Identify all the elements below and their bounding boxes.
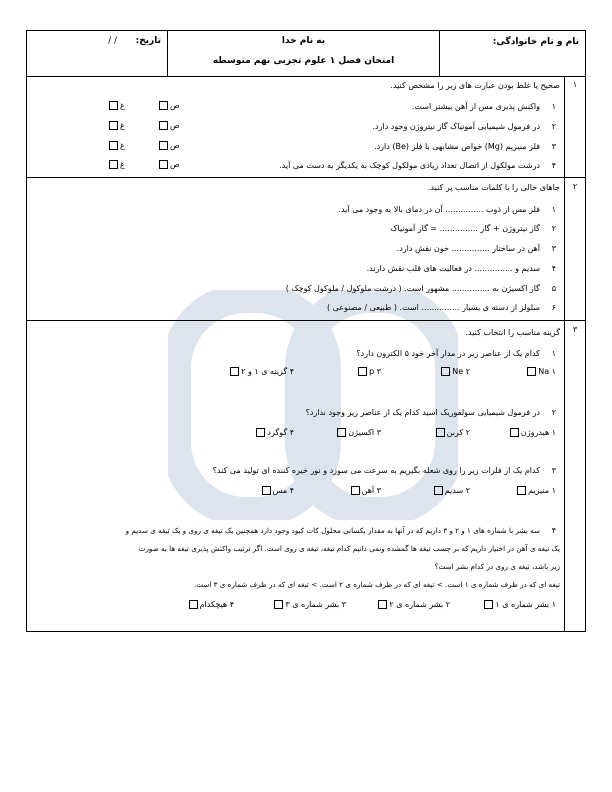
item-text: آهن در ساختار ............... خون نقش دارد. xyxy=(396,244,540,253)
true-checkbox[interactable] xyxy=(159,121,168,130)
true-label: ص xyxy=(170,141,180,150)
item-number: ۱ xyxy=(551,205,556,214)
option-checkbox[interactable] xyxy=(436,428,445,437)
title-cell xyxy=(167,31,439,76)
item-text: کدام یک از عناصر زیر در مدار آخر خود ۵ الکترون دارد؟ xyxy=(356,349,540,358)
question-3 xyxy=(27,321,585,632)
false-checkbox[interactable] xyxy=(109,101,118,110)
item-number: ۳ xyxy=(551,142,556,151)
option-checkbox[interactable] xyxy=(484,600,493,609)
false-checkbox[interactable] xyxy=(109,121,118,130)
false-checkbox[interactable] xyxy=(109,141,118,150)
option-3[interactable]: ۳ آهن xyxy=(349,486,381,495)
option-3[interactable]: ۳ بشر شماره ی ۳ xyxy=(272,600,346,609)
date-cell xyxy=(27,31,167,76)
false-label: غ xyxy=(120,121,125,130)
option-1[interactable]: ۱ بشر شماره ی ۱ xyxy=(482,600,556,609)
name-cell xyxy=(439,31,585,76)
option-2[interactable]: ۲ سدیم xyxy=(432,486,470,495)
item-number: ۴ xyxy=(551,161,556,170)
true-option[interactable] xyxy=(157,141,180,150)
item-text: واکنش پذیری مس از آهن بیشتر است. xyxy=(411,102,540,111)
date-label: تاریخ: xyxy=(135,36,161,46)
item-number: ۴ xyxy=(551,526,556,535)
option-checkbox[interactable] xyxy=(262,486,271,495)
option-3[interactable]: ۳ اکسیژن xyxy=(335,428,381,437)
option-checkbox[interactable] xyxy=(441,367,450,376)
item-text: گاز نیتروژن + گاز ............... = گاز آمونیاک xyxy=(390,224,540,233)
question-instruction: گزینه مناسب را انتخاب کنید. xyxy=(465,328,560,337)
option-checkbox[interactable] xyxy=(378,600,387,609)
date-value: / / xyxy=(108,36,117,46)
false-option[interactable] xyxy=(107,121,125,130)
option-checkbox[interactable] xyxy=(510,428,519,437)
exam-subtitle: امتحان فصل ۱ علوم تجربی نهم متوسطه xyxy=(212,56,395,66)
item-text-line: یک تیغه ی آهن در اختیار داریم که بر چسب تیغه ها گمشده ونمی دانیم کدام تیغه، تیغه ی روی است. اگر ترتیب واکنش پذیری تیغه ها به صورت xyxy=(138,544,560,553)
item-text-line: سه بشر با شماره های ۱ و ۲ و ۳ داریم که در آنها به مقدار یکسانی محلول کات کبود وجود دارد همچنین یک تیغه ی روی و یک تیغه ی سدیم و xyxy=(125,526,540,535)
option-checkbox[interactable] xyxy=(517,486,526,495)
option-checkbox[interactable] xyxy=(337,428,346,437)
item-number: ۴ xyxy=(551,264,556,273)
item-text: کدام یک از فلزات زیر را روی شعله بگیریم به سرعت می سوزد و نور خیره کننده ای تولید می کند؟ xyxy=(212,466,540,475)
item-number: ۲ xyxy=(551,224,556,233)
item-number: ۵ xyxy=(551,284,556,293)
option-4[interactable]: ۴ گزینه ی ۱ و ۲ xyxy=(228,367,294,376)
item-text-line: تیغه ای که در ظرف شماره ی ۱ است. > تیغه ای که در ظرف شماره ی ۲ است. > تیغه ای که در ظرف شماره ی ۳ است. xyxy=(193,580,560,589)
item-text: گاز اکسیژن به ............... مشهور است. ( درشت ملوکول / ملوکول کوچک ) xyxy=(285,284,540,293)
item-text: درشت مولکول از اتصال تعداد زیادی مولکول کوچک به یکدیگر به دست می آید. xyxy=(279,161,540,170)
option-1[interactable]: ۱ منیزیم xyxy=(515,486,556,495)
item-number: ۶ xyxy=(551,303,556,312)
option-1[interactable]: ۱ هیدروژن xyxy=(508,428,556,437)
item-number: ۳ xyxy=(551,244,556,253)
item-text-line: زیر باشد، تیغه ی روی در کدام بشر است؟ xyxy=(434,562,560,571)
false-option[interactable] xyxy=(107,141,125,150)
item-text: در فرمول شیمیایی سولفوریک اسید کدام یک از عناصر زیر وجود ندارد؟ xyxy=(305,408,540,417)
true-checkbox[interactable] xyxy=(159,101,168,110)
question-number: ۲ xyxy=(564,178,585,320)
question-instruction: جاهای خالی را با کلمات مناسب پر کنید. xyxy=(427,183,560,192)
item-number: ۳ xyxy=(551,466,556,475)
false-label: غ xyxy=(120,101,125,110)
item-text: فلز منیزیم (Mg) خواص مشابهی با فلز (Be) دارد. xyxy=(374,142,540,151)
item-number: ۲ xyxy=(551,122,556,131)
question-number: ۱ xyxy=(564,76,585,177)
option-4[interactable]: ۴ مس xyxy=(260,486,294,495)
true-option[interactable] xyxy=(157,160,180,169)
false-option[interactable] xyxy=(107,160,125,169)
false-label: غ xyxy=(120,141,125,150)
false-option[interactable] xyxy=(107,101,125,110)
option-checkbox[interactable] xyxy=(189,600,198,609)
true-label: ص xyxy=(170,160,180,169)
option-checkbox[interactable] xyxy=(256,428,265,437)
option-checkbox[interactable] xyxy=(274,600,283,609)
item-text: سلولز از دسته ی بسیار ............... است. ( طبیعی / مصنوعی ) xyxy=(326,303,540,312)
true-label: ص xyxy=(170,121,180,130)
option-4[interactable]: ۴ هیچکدام xyxy=(187,600,234,609)
name-label: نام و نام خانوادگی: xyxy=(492,37,579,47)
option-4[interactable]: ۴ گوگرد xyxy=(254,428,294,437)
question-instruction: صحیح یا غلط بودن عبارت های زیر را مشخص کنید. xyxy=(390,81,560,90)
option-checkbox[interactable] xyxy=(230,367,239,376)
option-checkbox[interactable] xyxy=(358,367,367,376)
false-label: غ xyxy=(120,160,125,169)
option-checkbox[interactable] xyxy=(434,486,443,495)
true-label: ص xyxy=(170,101,180,110)
false-checkbox[interactable] xyxy=(109,160,118,169)
item-number: ۲ xyxy=(551,408,556,417)
exam-sheet xyxy=(26,30,586,632)
option-checkbox[interactable] xyxy=(527,367,536,376)
question-number: ۳ xyxy=(564,321,585,632)
true-checkbox[interactable] xyxy=(159,141,168,150)
item-text: سدیم و ............... در فعالیت های قلب نقش دارند. xyxy=(366,264,540,273)
item-text: در فرمول شیمیایی آمونیاک گاز نیتروژن وجود دارد. xyxy=(372,122,540,131)
true-option[interactable] xyxy=(157,101,180,110)
true-checkbox[interactable] xyxy=(159,160,168,169)
option-3[interactable]: ۳ p xyxy=(356,367,381,376)
option-2[interactable]: ۲ بشر شماره ی ۲ xyxy=(376,600,450,609)
question-1 xyxy=(27,76,585,178)
option-2[interactable]: ۲ Ne xyxy=(439,367,470,376)
option-2[interactable]: ۲ کربن xyxy=(434,428,470,437)
question-2 xyxy=(27,178,585,321)
true-option[interactable] xyxy=(157,121,180,130)
item-text: فلز مس از ذوب ............... آن در دمای بالا به وجود می آید. xyxy=(338,205,540,214)
item-number: ۱ xyxy=(551,102,556,111)
option-1[interactable]: ۱ Na xyxy=(525,367,556,376)
exam-header xyxy=(27,31,585,77)
option-checkbox[interactable] xyxy=(351,486,360,495)
exam-title: به نام خدا xyxy=(281,36,326,46)
item-number: ۱ xyxy=(551,349,556,358)
